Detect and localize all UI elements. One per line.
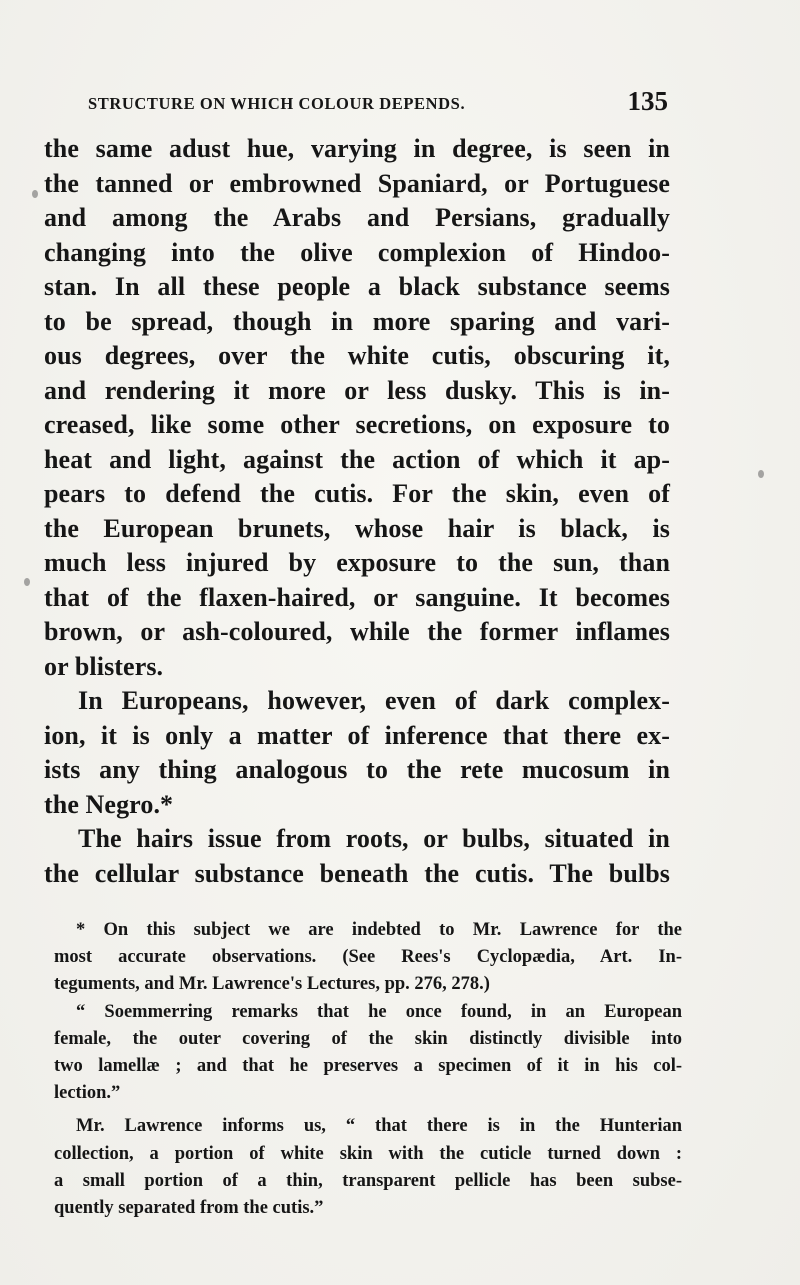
paper-speck [24,578,30,586]
page-header [88,86,668,118]
footnote-line: quently separated from the cutis.” [54,1197,324,1218]
footnote-line: two lamellæ ; and that he preserves a specimen of it in his col- [54,1055,682,1076]
text-line: or blisters. [44,651,164,681]
text-line: pears to defend the cutis. For the skin, even of [44,479,670,508]
running-title: STRUCTURE ON WHICH COLOUR DEPENDS. [88,94,466,113]
text-line: the cellular substance beneath the cutis. The bulbs [44,858,670,888]
footnote-line: lection.” [54,1083,121,1104]
text-line: the Negro.* [44,789,174,819]
footnote-line: Mr. Lawrence informs us, “ that there is in the Hunterian [76,1116,682,1137]
body-text [44,132,670,891]
footnote-line: “ Soemmerring remarks that he once found, in an European [76,1001,682,1022]
text-line: the tanned or embrowned Spaniard, or Portuguese [44,168,670,198]
text-line: ous degrees, over the white cutis, obscuring it, [44,341,670,370]
text-line: much less injured by exposure to the sun, than [44,548,670,577]
text-line: brown, or ash-coloured, while the former inflames [44,617,670,646]
text-line: that of the flaxen-haired, or sanguine. It becomes [44,582,670,612]
text-line: heat and light, against the action of which it ap- [44,444,670,474]
text-line: stan. In all these people a black substance seems [44,272,670,301]
footnote-line: female, the outer covering of the skin distinctly divisible into [54,1028,682,1049]
text-line: ion, it is only a matter of inference that there ex- [44,720,670,750]
text-line: to be spread, though in more sparing and vari- [44,306,670,336]
text-line: In Europeans, however, even of dark complex- [78,686,670,715]
text-line: ists any thing analogous to the rete mucosum in [44,755,670,784]
text-line: creased, like some other secretions, on exposure to [44,410,670,439]
paper-speck [758,470,764,478]
text-line: The hairs issue from roots, or bulbs, situated in [78,824,670,853]
text-line: changing into the olive complexion of Hindoo- [44,237,670,267]
footnote-line: teguments, and Mr. Lawrence's Lectures, pp. 276, 278.) [54,974,490,995]
footnotes [54,917,682,1222]
text-line: the same adust hue, varying in degree, is seen in [44,134,670,163]
text-line: and among the Arabs and Persians, gradually [44,203,670,232]
page-number: 135 [627,86,668,116]
footnote-line: most accurate observations. (See Rees's Cyclopædia, Art. In- [54,947,682,968]
footnote-line: a small portion of a thin, transparent pellicle has been subse- [54,1170,682,1191]
footnote-line: collection, a portion of white skin with the cuticle turned down : [54,1143,682,1164]
paper-speck [32,190,38,198]
text-line: and rendering it more or less dusky. This is in- [44,375,670,405]
text-line: the European brunets, whose hair is black, is [44,513,670,543]
footnote-line: * On this subject we are indebted to Mr. Lawrence for the [76,920,682,940]
